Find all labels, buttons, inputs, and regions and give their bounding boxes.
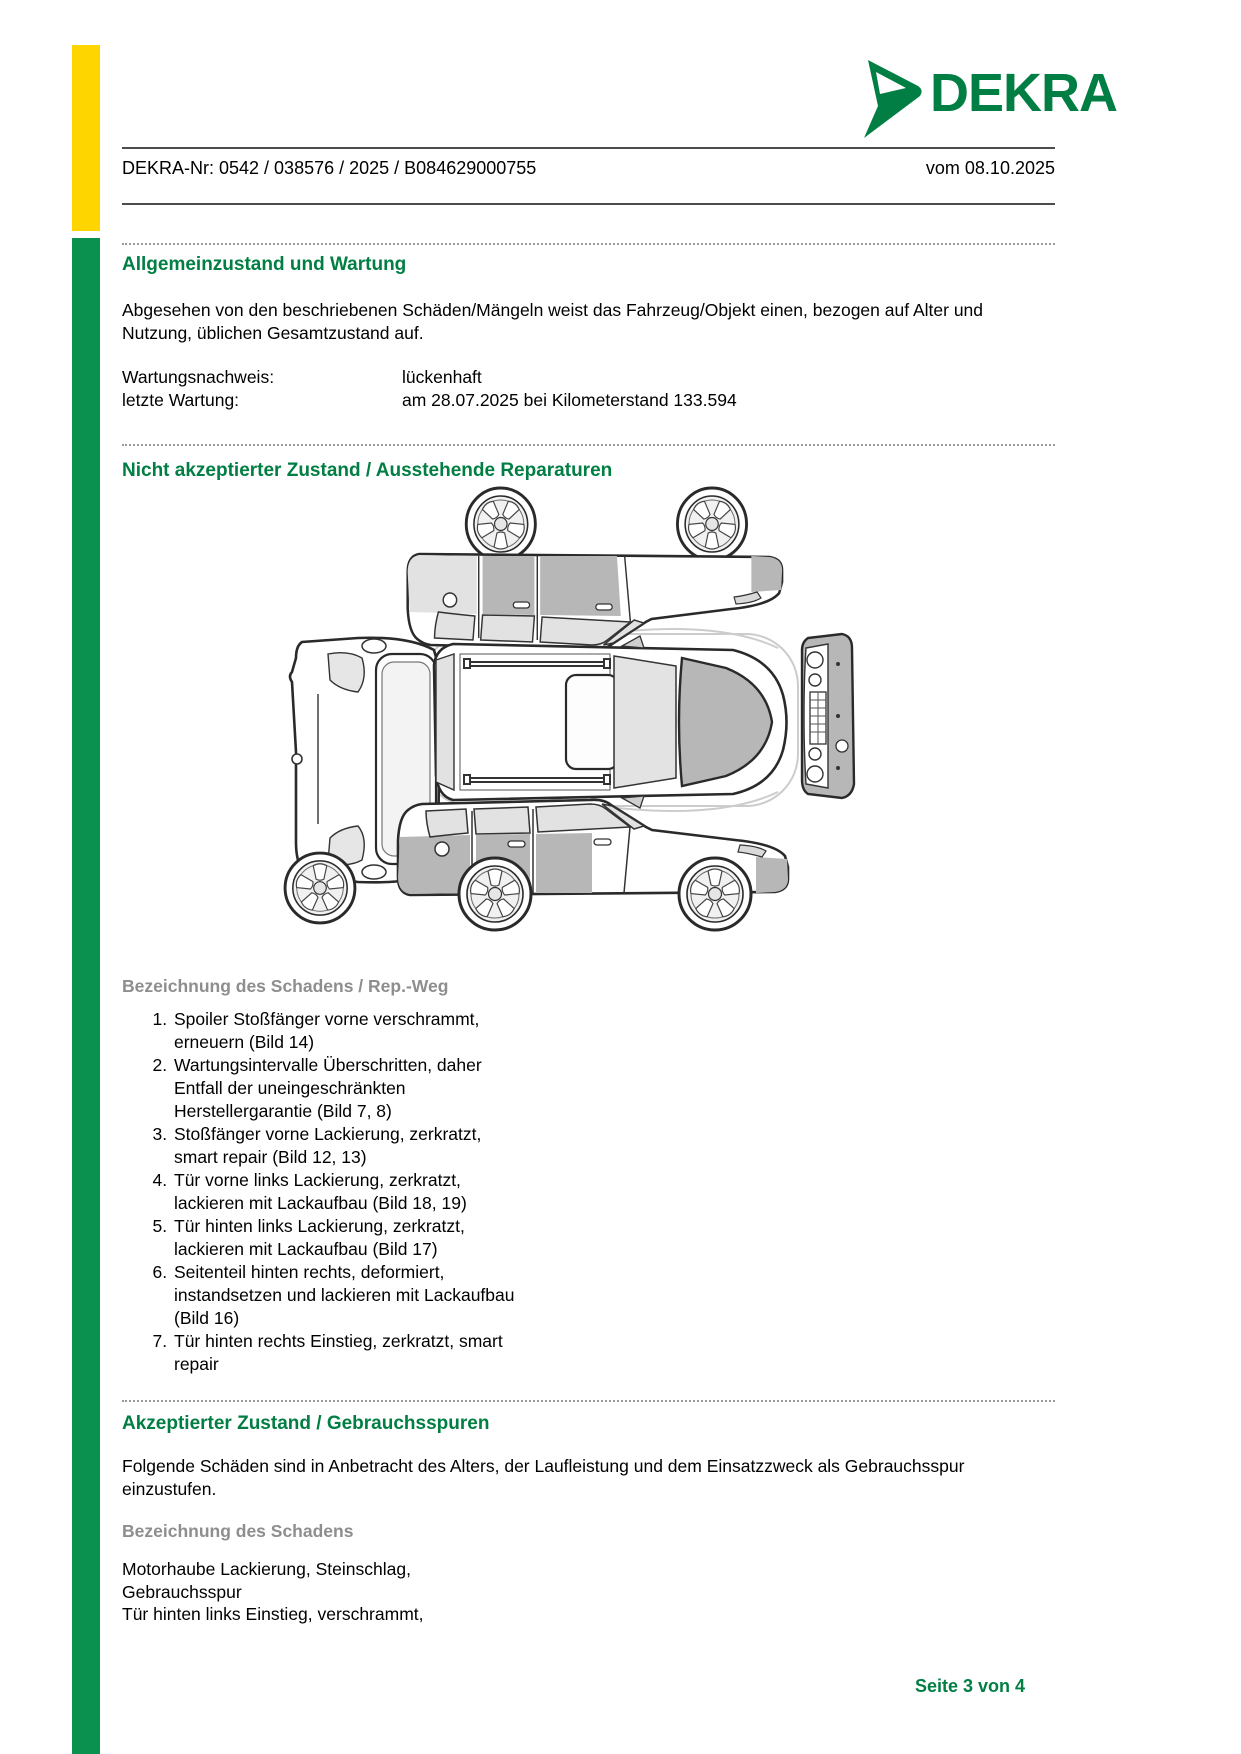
general-paragraph: Abgesehen von den beschriebenen Schäden/Mängeln weist das Fahrzeug/Objekt einen, bezogen auf Alter und Nutzung, üblichen Gesamtzustand auf. <box>122 300 984 344</box>
section-title-general: Allgemeinzustand und Wartung <box>122 254 407 275</box>
damage-item: 2. Wartungsintervalle Überschritten, daher Entfall der uneingeschränkten Herstellergarantie (Bild 7, 8) <box>172 1054 520 1123</box>
dekra-arrow-icon <box>860 60 924 138</box>
maintenance-label: letzte Wartung: <box>122 390 240 410</box>
accepted-subheading: Bezeichnung des Schadens <box>122 1521 354 1541</box>
damage-item: 7. Tür hinten rechts Einstieg, zerkratzt, smart repair <box>172 1330 520 1376</box>
damage-item: 4. Tür vorne links Lackierung, zerkratzt, lackieren mit Lackaufbau (Bild 18, 19) <box>172 1169 520 1215</box>
maintenance-row <box>122 389 737 412</box>
maintenance-value: am 28.07.2025 bei Kilometerstand 133.594 <box>402 390 737 410</box>
accepted-damage-lines <box>122 1558 622 1626</box>
accepted-damage-line: Tür hinten links Einstieg, verschrammt, <box>122 1604 424 1624</box>
document-date: vom 08.10.2025 <box>925 158 1055 178</box>
damage-item: 6. Seitenteil hinten rechts, deformiert, instandsetzen und lackieren mit Lackaufbau (Bild 16) <box>172 1261 520 1330</box>
header-rule-top <box>122 147 1055 149</box>
page-number: Seite 3 von 4 <box>914 1676 1025 1696</box>
front-fascia-view <box>802 634 854 798</box>
maintenance-table <box>122 366 737 412</box>
edge-bar-yellow <box>72 45 100 231</box>
damage-item: 5. Tür hinten links Lackierung, zerkratzt, lackieren mit Lackaufbau (Bild 17) <box>172 1215 520 1261</box>
header-rule-bottom <box>122 203 1055 205</box>
maintenance-label: Wartungsnachweis: <box>122 367 275 387</box>
accepted-damage-line: Gebrauchsspur <box>122 1581 242 1602</box>
section-title-accepted: Akzeptierter Zustand / Gebrauchsspuren <box>122 1413 490 1434</box>
accepted-paragraph: Folgende Schäden sind in Anbetracht des Alters, der Laufleistung und dem Einsatzzweck als Gebrauchsspur einzustufen. <box>122 1456 965 1500</box>
top-view <box>434 636 787 808</box>
damage-list-subheading: Bezeichnung des Schadens / Rep.-Weg <box>122 976 449 996</box>
document-number: DEKRA-Nr: 0542 / 038576 / 2025 / B084629000755 <box>122 158 537 178</box>
maintenance-value: lückenhaft <box>402 367 482 387</box>
side-view-left <box>398 800 788 930</box>
section-divider <box>122 444 1055 446</box>
damage-list <box>122 1008 520 1376</box>
damage-item: 3. Stoßfänger vorne Lackierung, zerkratzt, smart repair (Bild 12, 13) <box>172 1123 520 1169</box>
spare-wheel <box>285 853 355 923</box>
vehicle-damage-diagram <box>278 450 868 955</box>
section-divider <box>122 243 1055 245</box>
accepted-damage-line: Motorhaube Lackierung, Steinschlag, <box>122 1559 411 1579</box>
section-divider <box>122 1400 1055 1402</box>
maintenance-row <box>122 366 737 389</box>
edge-bar-green <box>72 238 100 1754</box>
side-view-right-inverted <box>408 488 782 649</box>
damage-item: 1. Spoiler Stoßfänger vorne verschrammt, erneuern (Bild 14) <box>172 1008 520 1054</box>
section-title-not-accepted: Nicht akzeptierter Zustand / Ausstehende Reparaturen <box>122 460 613 481</box>
dekra-logo: DEKRA <box>930 63 1118 123</box>
